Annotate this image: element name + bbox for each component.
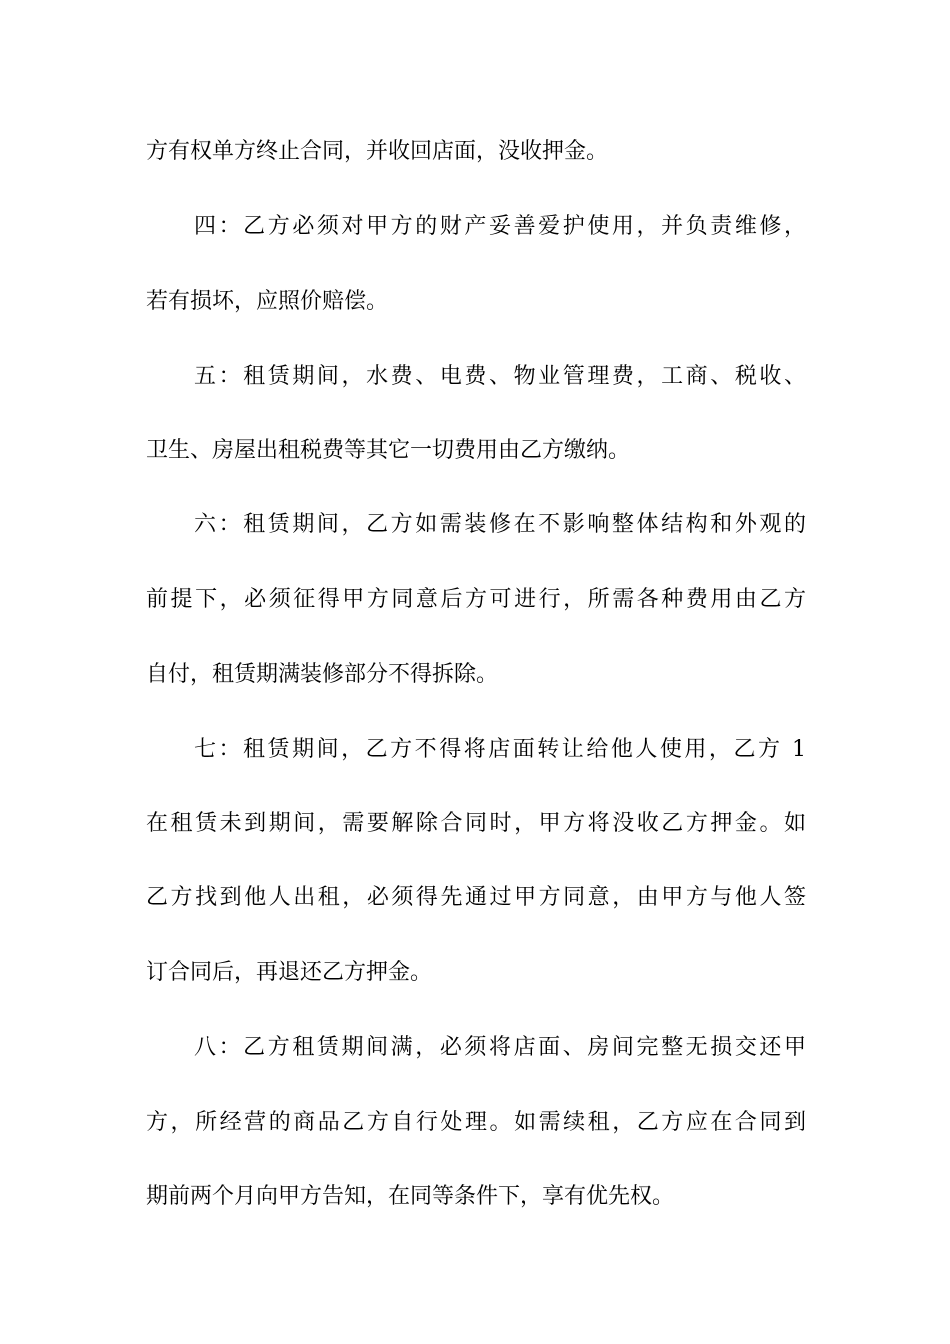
clause-8-line-3: 期前两个月向甲方告知，在同等条件下，享有优先权。 xyxy=(146,1184,675,1209)
clause-5-line-1: 五：租赁期间，水费、电费、物业管理费，工商、税收、 xyxy=(194,364,806,389)
clause-8-line-2: 方，所经营的商品乙方自行处理。如需续租，乙方应在合同到 xyxy=(146,1110,806,1135)
text-line-1: 方有权单方终止合同，并收回店面，没收押金。 xyxy=(146,139,609,164)
clause-8-line-1: 八：乙方租赁期间满，必须将店面、房间完整无损交还甲 xyxy=(194,1035,806,1060)
clause-7-line-1: 七：租赁期间，乙方不得将店面转让给他人使用，乙方 1 xyxy=(194,737,806,762)
clause-4-line-1: 四：乙方必须对甲方的财产妥善爱护使用，并负责维修， xyxy=(194,214,806,239)
clause-7-line-4: 订合同后，再退还乙方押金。 xyxy=(146,960,433,985)
clause-7-line-2: 在租赁未到期间，需要解除合同时，甲方将没收乙方押金。如 xyxy=(146,811,806,836)
clause-5-line-2: 卫生、房屋出租税费等其它一切费用由乙方缴纳。 xyxy=(146,438,631,463)
clause-7-line-3: 乙方找到他人出租，必须得先通过甲方同意，由甲方与他人签 xyxy=(146,885,806,910)
clause-6-line-1: 六：租赁期间，乙方如需装修在不影响整体结构和外观的 xyxy=(194,512,806,537)
clause-6-line-3: 自付，租赁期满装修部分不得拆除。 xyxy=(146,662,499,687)
clause-6-line-2: 前提下，必须征得甲方同意后方可进行，所需各种费用由乙方 xyxy=(146,587,806,612)
clause-4-line-2: 若有损坏，应照价赔偿。 xyxy=(146,289,389,314)
